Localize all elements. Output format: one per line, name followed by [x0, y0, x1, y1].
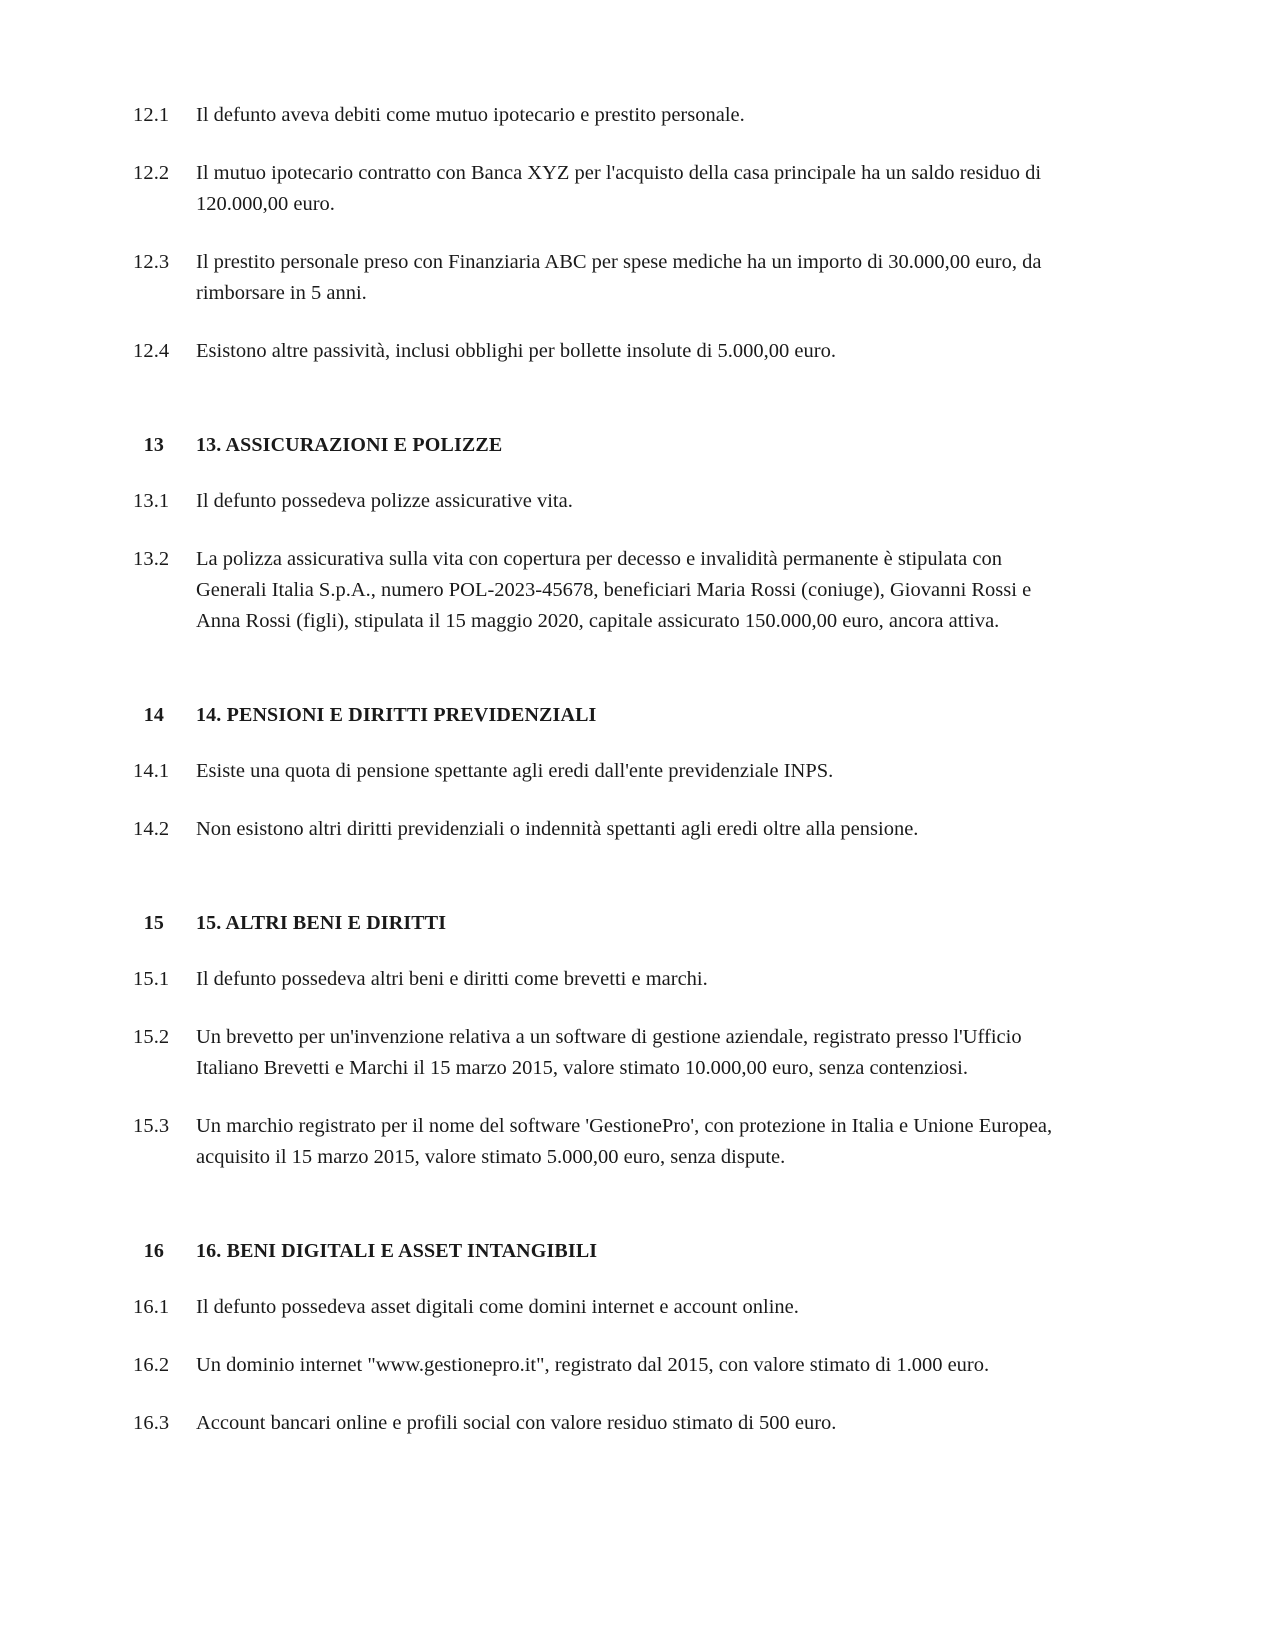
section-heading-number: 16 — [143, 1240, 164, 1262]
clause-number: 16.2 — [133, 1354, 170, 1376]
clause-row — [133, 247, 1075, 309]
section-heading — [133, 664, 1075, 730]
clause-row — [133, 1022, 1075, 1084]
clause-row — [133, 100, 1075, 131]
clause-number: 14.1 — [133, 760, 170, 782]
clause-row — [133, 1408, 1075, 1439]
clause-row — [133, 1111, 1075, 1173]
clause-number: 13.2 — [133, 548, 170, 570]
clause-text: Un brevetto per un'invenzione relativa a un software di gestione aziendale, registrato presso l'Ufficio Italiano Brevetti e Marchi il 15 marzo 2015, valore stimato 10.000,00 euro, senza contenziosi. — [196, 1026, 1022, 1079]
clause-text: Account bancari online e profili social con valore residuo stimato di 500 euro. — [196, 1412, 837, 1434]
section-heading — [133, 394, 1075, 460]
clause-text: Il defunto possedeva altri beni e diritti come brevetti e marchi. — [196, 968, 708, 990]
clause-text: Esistono altre passività, inclusi obblighi per bollette insolute di 5.000,00 euro. — [196, 340, 836, 362]
clause-number: 15.3 — [133, 1115, 170, 1137]
clause-row — [133, 336, 1075, 367]
section-heading-number: 13 — [143, 434, 164, 456]
section-heading-number: 14 — [143, 704, 164, 726]
clause-text: Il mutuo ipotecario contratto con Banca XYZ per l'acquisto della casa principale ha un saldo residuo di 120.000,00 euro. — [196, 162, 1042, 215]
clause-text: Un dominio internet "www.gestionepro.it", registrato dal 2015, con valore stimato di 1.000 euro. — [196, 1354, 990, 1376]
clause-number: 16.1 — [133, 1296, 170, 1318]
section-heading — [133, 1200, 1075, 1266]
clause-text: Il prestito personale preso con Finanziaria ABC per spese mediche ha un importo di 30.000,00 euro, da rimborsare in 5 anni. — [196, 251, 1042, 304]
clause-row — [133, 964, 1075, 995]
clause-text: Esiste una quota di pensione spettante agli eredi dall'ente previdenziale INPS. — [196, 760, 834, 782]
clause-row — [133, 1350, 1075, 1381]
clause-text: Non esistono altri diritti previdenziali o indennità spettanti agli eredi oltre alla pensione. — [196, 818, 919, 840]
clause-number: 16.3 — [133, 1412, 170, 1434]
section-heading — [133, 872, 1075, 938]
clause-row — [133, 486, 1075, 517]
clause-text: Il defunto possedeva asset digitali come domini internet e account online. — [196, 1296, 799, 1318]
clause-row — [133, 756, 1075, 787]
section-heading-number: 15 — [143, 912, 164, 934]
clause-number: 14.2 — [133, 818, 170, 840]
clause-text: Il defunto possedeva polizze assicurative vita. — [196, 490, 573, 512]
clause-text: Un marchio registrato per il nome del software 'GestionePro', con protezione in Italia e Unione Europea, acquisito il 15 marzo 2015, valore stimato 5.000,00 euro, senza dispute. — [196, 1115, 1053, 1168]
clause-text: Il defunto aveva debiti come mutuo ipotecario e prestito personale. — [196, 104, 745, 126]
clause-number: 12.1 — [133, 104, 170, 126]
clause-text: La polizza assicurativa sulla vita con copertura per decesso e invalidità permanente è stipulata con Generali Italia S.p.A., numero POL-2023-45678, beneficiari Maria Rossi (coniuge), Giovanni Rossi e Anna Rossi (figli), stipulata il 15 maggio 2020, capitale assicurato 150.000,00 euro, ancora attiva. — [196, 548, 1032, 632]
section-heading-text: 14. PENSIONI E DIRITTI PREVIDENZIALI — [196, 704, 597, 726]
clause-row — [133, 814, 1075, 845]
section-heading-text: 13. ASSICURAZIONI E POLIZZE — [196, 434, 503, 456]
clause-number: 12.4 — [133, 340, 170, 362]
clause-number: 12.3 — [133, 251, 170, 273]
clause-number: 13.1 — [133, 490, 170, 512]
clause-number: 15.1 — [133, 968, 170, 990]
section-heading-text: 15. ALTRI BENI E DIRITTI — [196, 912, 447, 934]
clause-number: 15.2 — [133, 1026, 170, 1048]
document-body — [133, 100, 1075, 1439]
clause-number: 12.2 — [133, 162, 170, 184]
section-heading-text: 16. BENI DIGITALI E ASSET INTANGIBILI — [196, 1240, 598, 1262]
clause-row — [133, 544, 1075, 637]
clause-row — [133, 158, 1075, 220]
clause-row — [133, 1292, 1075, 1323]
